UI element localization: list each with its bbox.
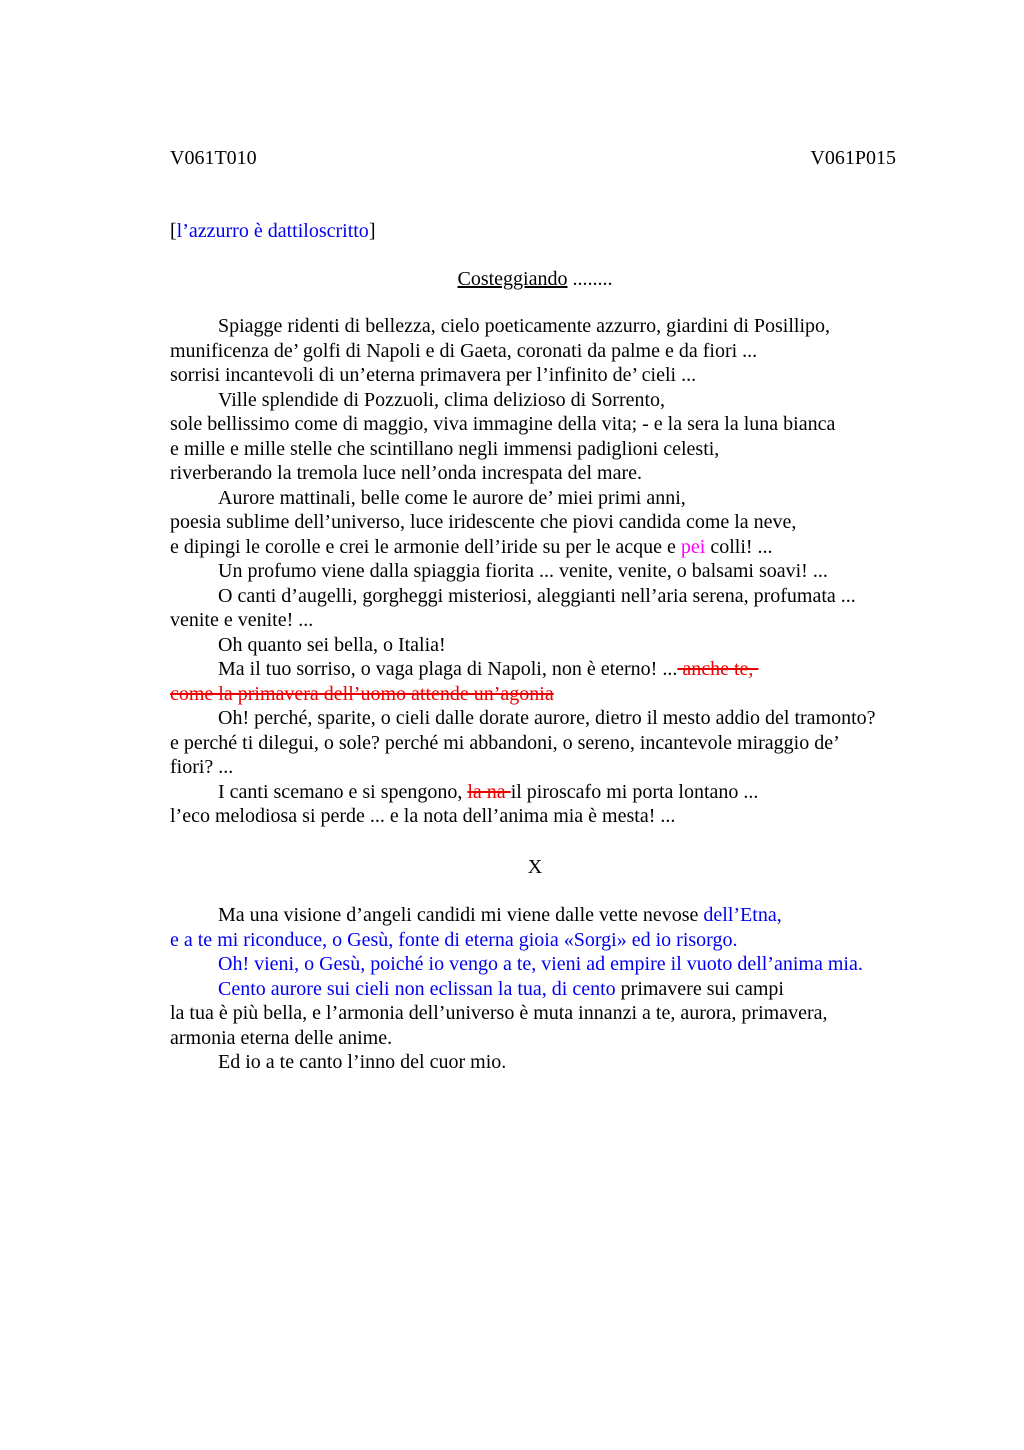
text-line: l’eco melodiosa si perde ... e la nota dell’anima mia è mesta! ... <box>170 805 676 827</box>
text-line: poesia sublime dell’universo, luce iridescente che piovi candida come la neve, <box>170 511 797 533</box>
text-line-with-typescript: Cento aurore sui cieli non eclissan la tua, di cento primavere sui campi <box>218 977 784 1000</box>
text-line-with-variant: e dipingi le corolle e crei le armonie dell’iride su per le acque e pei colli! ... <box>170 535 773 558</box>
stanza-block-2 <box>170 903 930 1075</box>
typescript-line-blue: Oh! vieni, o Gesù, poiché io vengo a te, vieni ad empire il vuoto dell’anima mia. <box>218 953 863 975</box>
section-marker: X <box>527 856 543 878</box>
note-close-bracket: ] <box>368 220 376 242</box>
deleted-text-red: la na <box>467 780 511 803</box>
text-line-with-deletion: I canti scemano e si spengono, la na il piroscafo mi porta lontano ... <box>218 780 759 803</box>
poem-title-dots: ........ <box>567 268 613 290</box>
page-header <box>170 147 896 170</box>
note-open-bracket: [ <box>170 220 177 242</box>
text-line: munificenza de’ golfi di Napoli e di Gaeta, coronati da palme e da fiori ... <box>170 339 758 362</box>
deleted-text-red: anche te, <box>677 658 759 680</box>
poem-title-word: Costeggiando <box>457 268 568 290</box>
text-line: Ed io a te canto l’inno del cuor mio. <box>218 1051 507 1073</box>
text-line: sorrisi incantevoli di un’eterna primavera per l’infinito de’ cieli ... <box>170 364 697 386</box>
text-line: Oh! perché, sparite, o cieli dalle dorate aurore, dietro il mesto addio del tramonto? <box>218 707 876 729</box>
text-line: venite e venite! ... <box>170 609 314 631</box>
header-code-left: V061T010 <box>170 147 257 169</box>
text-line: e perché ti dilegui, o sole? perché mi abbandoni, o sereno, incantevole miraggio de’ <box>170 731 840 754</box>
text-line: fiori? ... <box>170 756 234 778</box>
text-line: riverberando la tremola luce nell’onda increspata del mare. <box>170 462 642 484</box>
text-line: la tua è più bella, e l’armonia dell’universo è muta innanzi a te, aurora, primavera, <box>170 1002 828 1024</box>
text-line: Spiagge ridenti di bellezza, cielo poeticamente azzurro, giardini di Posillipo, <box>218 315 831 337</box>
note-text: l’azzurro è dattiloscritto <box>176 220 369 242</box>
typescript-line-blue: e a te mi riconduce, o Gesù, fonte di eterna gioia «Sorgi» ed io risorgo. <box>170 928 738 951</box>
text-line: Ville splendide di Pozzuoli, clima delizioso di Sorrento, <box>218 388 666 411</box>
text-line: e mille e mille stelle che scintillano negli immensi padiglioni celesti, <box>170 437 720 460</box>
editorial-note <box>170 220 375 243</box>
header-code-right: V061P015 <box>810 147 896 169</box>
text-line: Un profumo viene dalla spiaggia fiorita ... venite, venite, o balsami soavi! ... <box>218 560 828 582</box>
text-line: sole bellissimo come di maggio, viva immagine della vita; - e la sera la luna bianca <box>170 413 836 435</box>
typescript-text-blue: Cento aurore sui cieli non eclissan la tua, di cento <box>218 977 616 1000</box>
stanza-block-1 <box>170 314 930 829</box>
variant-word-magenta: pei <box>680 535 706 558</box>
text-line: Oh quanto sei bella, o Italia! <box>218 633 446 656</box>
poem-title <box>170 268 900 291</box>
text-line: Aurore mattinali, belle come le aurore de’ miei primi anni, <box>218 486 686 509</box>
text-line-with-deletion: Ma il tuo sorriso, o vaga plaga di Napoli, non è eterno! ... anche te, <box>218 658 759 680</box>
text-line-with-typescript: Ma una visione d’angeli candidi mi viene dalle vette nevose dell’Etna, <box>218 904 782 926</box>
typescript-text-blue: dell’Etna, <box>703 904 782 926</box>
text-line: armonia eterna delle anime. <box>170 1026 393 1049</box>
deleted-line-red: come la primavera dell’uomo attende un’agonia <box>170 682 554 705</box>
text-line: O canti d’augelli, gorgheggi misteriosi, aleggianti nell’aria serena, profumata ... <box>218 584 856 607</box>
